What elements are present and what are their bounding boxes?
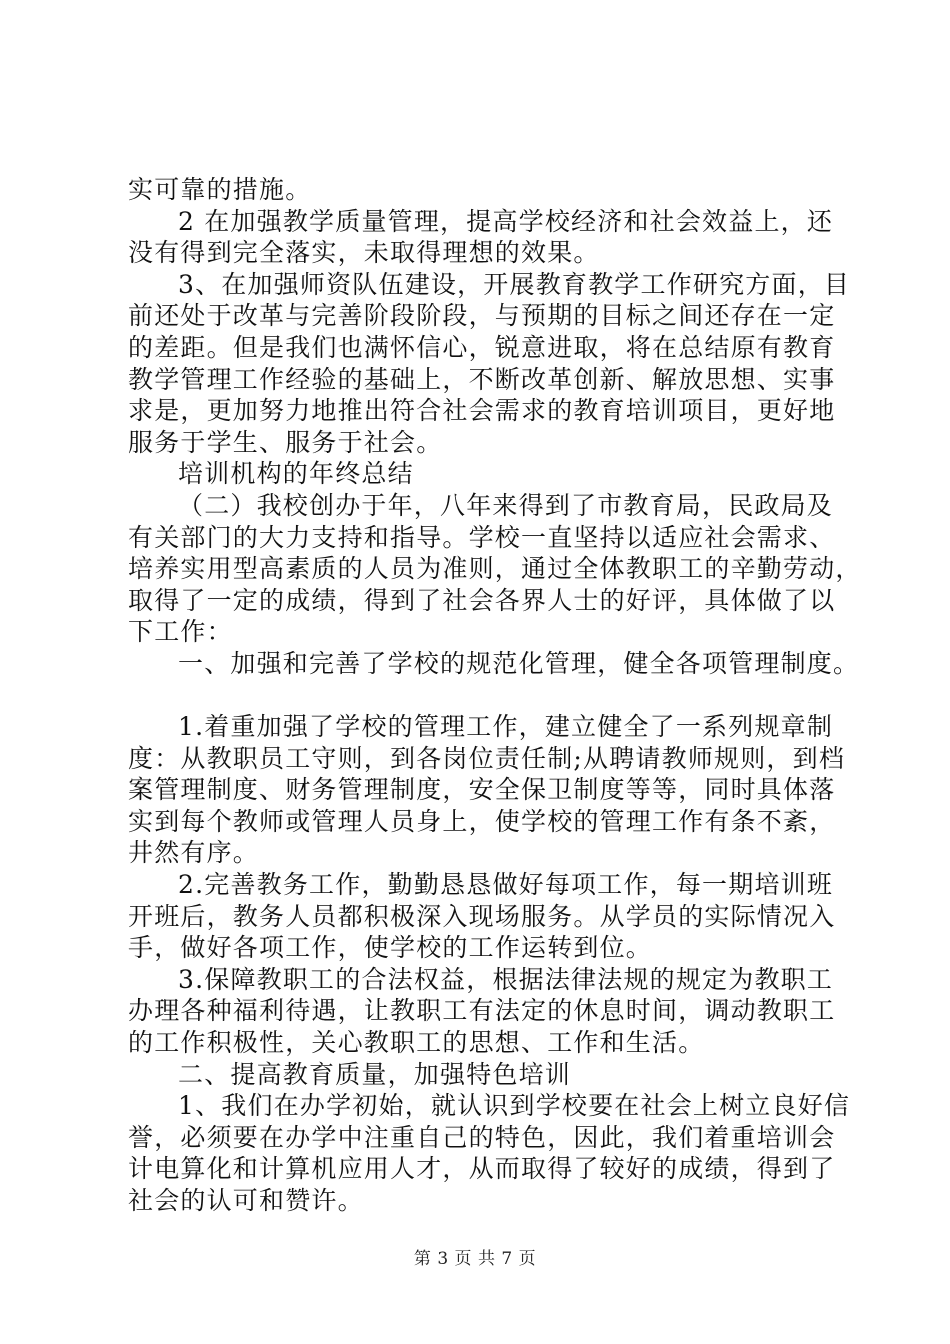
text-line: 案管理制度、财务管理制度，安全保卫制度等等，同时具体落 xyxy=(128,775,836,805)
blank-line xyxy=(128,680,848,712)
text-line: 2 在加强教学质量管理，提高学校经济和社会效益上，还 xyxy=(178,206,834,236)
text-line: 培训机构的年终总结 xyxy=(178,459,414,489)
text-line: 下工作： xyxy=(128,617,233,647)
text-line: 办理各种福利待遇，让教职工有法定的休息时间，调动教职工 xyxy=(128,996,836,1026)
text-line: 实到每个教师或管理人员身上，使学校的管理工作有条不紊， xyxy=(128,806,836,836)
document-body xyxy=(128,174,862,1217)
text-line: 有关部门的大力支持和指导。学校一直坚持以适应社会需求、 xyxy=(128,522,836,552)
text-line: 3.保障教职工的合法权益，根据法律法规的规定为教职工 xyxy=(178,964,834,994)
text-line: 取得了一定的成绩，得到了社会各界人士的好评，具体做了以 xyxy=(128,585,836,615)
text-line: 的工作积极性，关心教职工的思想、工作和生活。 xyxy=(128,1028,705,1058)
page-footer: 第 3 页 共 7 页 xyxy=(413,1249,537,1269)
text-line: 开班后，教务人员都积极深入现场服务。从学员的实际情况入 xyxy=(128,901,836,931)
text-line: 培养实用型高素质的人员为准则，通过全体教职工的辛勤劳动， xyxy=(128,554,862,584)
text-line: 2.完善教务工作，勤勤恳恳做好每项工作，每一期培训班 xyxy=(178,870,834,900)
text-line: 实可靠的措施。 xyxy=(128,175,312,204)
text-line: 社会的认可和赞许。 xyxy=(128,1186,364,1215)
text-line: 二、提高教育质量，加强特色培训 xyxy=(178,1059,572,1089)
text-line: 度：从教职员工守则，到各岗位责任制;从聘请教师规则，到档 xyxy=(128,743,846,773)
text-line: （二）我校创办于年，八年来得到了市教育局，民政局及 xyxy=(178,490,834,520)
text-line: 服务于学生、服务于社会。 xyxy=(128,427,443,457)
text-line: 手，做好各项工作，使学校的工作运转到位。 xyxy=(128,933,653,963)
text-line: 没有得到完全落实，未取得理想的效果。 xyxy=(128,238,600,268)
text-line: 教学管理工作经验的基础上，不断改革创新、解放思想、实事 xyxy=(128,364,836,394)
text-line: 1、我们在办学初始，就认识到学校要在社会上树立良好信 xyxy=(178,1091,851,1121)
text-line: 前还处于改革与完善阶段阶段，与预期的目标之间还存在一定 xyxy=(128,301,836,331)
text-line: 计电算化和计算机应用人才，从而取得了较好的成绩，得到了 xyxy=(128,1154,836,1184)
text-line: 一、加强和完善了学校的规范化管理，健全各项管理制度。 xyxy=(178,648,860,678)
text-line: 1.着重加强了学校的管理工作，建立健全了一系列规章制 xyxy=(178,712,834,742)
text-line: 誉，必须要在办学中注重自己的特色，因此，我们着重培训会 xyxy=(128,1122,836,1152)
text-line: 井然有序。 xyxy=(128,838,260,868)
text-line: 3、在加强师资队伍建设，开展教育教学工作研究方面，目 xyxy=(178,269,851,299)
text-line: 的差距。但是我们也满怀信心，锐意进取，将在总结原有教育 xyxy=(128,332,836,362)
text-line: 求是，更加努力地推出符合社会需求的教育培训项目，更好地 xyxy=(128,396,836,426)
